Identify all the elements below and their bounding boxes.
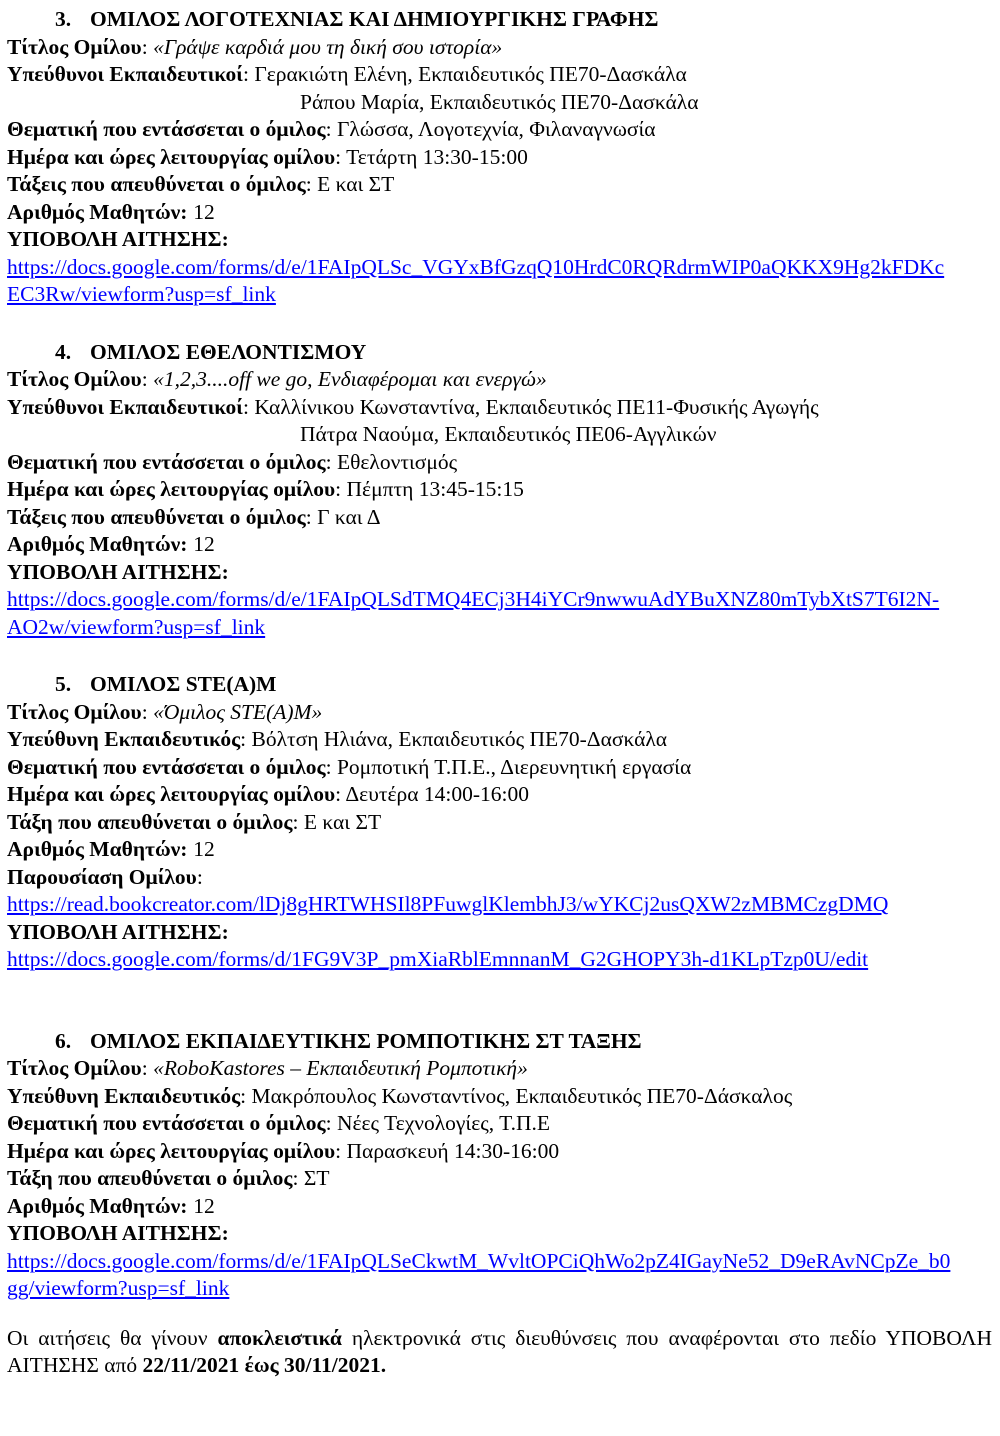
students-row — [7, 836, 992, 864]
section-heading — [7, 6, 992, 34]
section-number: 4. — [55, 339, 72, 364]
schedule-value: Παρασκευή 14:30-16:00 — [346, 1138, 560, 1163]
colon: : — [335, 1138, 347, 1163]
section-heading — [7, 1028, 992, 1056]
section-heading-text: ΟΜΙΛΟΣ ΛΟΓΟΤΕΧΝΙΑΣ ΚΑΙ ΔΗΜΙΟΥΡΓΙΚΗΣ ΓΡΑΦΗΣ — [90, 7, 659, 31]
field-label: Θεματική που εντάσσεται ο όμιλος — [7, 754, 326, 779]
club-title-value: «1,2,3....off we go, Ενδιαφέρομαι και ενεργώ» — [153, 367, 547, 391]
section-heading-text: ΟΜΙΛΟΣ STE(A)M — [90, 672, 277, 696]
colon: : — [242, 62, 255, 86]
club-title-row — [7, 699, 992, 727]
students-row — [7, 1193, 992, 1221]
theme-row — [7, 754, 992, 782]
teacher-1-value: Βόλτση Ηλιάνα, Εκπαιδευτικός ΠΕ70-Δασκάλα — [251, 727, 668, 751]
field-label: Υπεύθυνοι Εκπαιδευτικοί — [7, 62, 243, 86]
field-label: Υπεύθυνη Εκπαιδευτικός — [7, 1083, 241, 1108]
submission-link-row — [7, 586, 955, 641]
footer-note — [7, 1325, 992, 1380]
field-label: Ημέρα και ώρες λειτουργίας ομίλου — [7, 477, 336, 501]
section-heading-text: ΟΜΙΛΟΣ ΕΘΕΛΟΝΤΙΣΜΟΥ — [90, 339, 367, 364]
section-number: 5. — [55, 672, 72, 696]
section-heading — [7, 339, 992, 367]
colon: : — [335, 144, 347, 169]
colon: : — [141, 699, 154, 724]
theme-row — [7, 449, 992, 477]
submission-label: ΥΠΟΒΟΛΗ ΑΙΤΗΣΗΣ: — [7, 1221, 229, 1245]
field-label: Τίτλος Ομίλου — [7, 34, 142, 59]
field-label: Τίτλος Ομίλου — [7, 367, 142, 391]
presentation-link-row — [7, 891, 955, 919]
club-title-row — [7, 366, 992, 394]
submission-link-row — [7, 254, 955, 309]
field-label: Τίτλος Ομίλου — [7, 1056, 142, 1080]
grades-value: Ε και ΣΤ — [317, 172, 395, 196]
students-value: 12 — [193, 837, 215, 861]
club-section-literature-creative-writing — [7, 6, 992, 309]
teacher-1-value: Γερακιώτη Ελένη, Εκπαιδευτικός ΠΕ70-Δασκάλα — [254, 62, 687, 86]
field-label: Τίτλος Ομίλου — [7, 699, 142, 724]
colon: : — [141, 1056, 154, 1080]
colon: : — [141, 34, 154, 59]
submission-link-row — [7, 1248, 955, 1303]
colon: : — [325, 449, 337, 474]
field-label: Αριθμός Μαθητών: — [7, 532, 188, 556]
colon: : — [325, 754, 337, 779]
club-title-value: «RoboKastores – Εκπαιδευτική Ρομποτική» — [153, 1056, 528, 1080]
footer-text-middle: ηλεκτρονικά στις διευθύνσεις που αναφέρονται στο πεδίο ΥΠΟΒΟΛΗ ΑΙΤΗΣΗΣ από — [7, 1325, 992, 1377]
schedule-row — [7, 781, 992, 809]
schedule-value: Δευτέρα 14:00-16:00 — [345, 782, 529, 806]
teachers-row — [7, 1083, 992, 1111]
schedule-value: Πέμπτη 13:45-15:15 — [346, 477, 524, 501]
grades-value: Γ και Δ — [317, 504, 381, 529]
colon: : — [292, 809, 304, 834]
theme-value: Εθελοντισμός — [336, 449, 458, 474]
students-row — [7, 199, 992, 227]
submission-label-row — [7, 226, 992, 254]
submission-label-row — [7, 1220, 992, 1248]
club-title-row — [7, 1055, 992, 1083]
schedule-row — [7, 476, 992, 504]
club-title-row — [7, 34, 992, 62]
footer-bold-dates: 22/11/2021 έως 30/11/2021. — [142, 1353, 387, 1377]
club-title-value: «Γράψε καρδιά μου τη δική σου ιστορία» — [153, 34, 503, 59]
submission-form-link[interactable]: https://docs.google.com/forms/d/e/1FAIpQLSdTMQ4ECj3H4iYCr9nwwuAdYBuXNZ80mTybXtS7T6I2N-AO2w/viewform?usp=sf_link — [7, 587, 940, 639]
field-label: Θεματική που εντάσσεται ο όμιλος — [7, 117, 326, 141]
field-label: Αριθμός Μαθητών: — [7, 837, 188, 861]
field-label: Αριθμός Μαθητών: — [7, 199, 188, 224]
grades-row — [7, 809, 992, 837]
teachers-row-continued — [7, 89, 992, 117]
field-label: Τάξεις που απευθύνεται ο όμιλος — [7, 172, 306, 196]
teachers-row — [7, 726, 992, 754]
field-label: Ημέρα και ώρες λειτουργίας ομίλου — [7, 144, 336, 169]
grades-value: ΣΤ — [303, 1166, 330, 1190]
field-label: Θεματική που εντάσσεται ο όμιλος — [7, 449, 326, 474]
submission-label: ΥΠΟΒΟΛΗ ΑΙΤΗΣΗΣ: — [7, 919, 229, 944]
submission-form-link[interactable]: https://docs.google.com/forms/d/e/1FAIpQLSc_VGYxBfGzqQ10HrdC0RQRdrmWIP0aQKKX9Hg2kFDKcEC3Rw/viewform?usp=sf_link — [7, 254, 945, 306]
students-value: 12 — [193, 1193, 215, 1218]
schedule-row — [7, 1138, 992, 1166]
field-label: Ημέρα και ώρες λειτουργίας ομίλου — [7, 1138, 336, 1163]
submission-link-row — [7, 946, 955, 974]
submission-form-link[interactable]: https://docs.google.com/forms/d/1FG9V3P_pmXiaRblEmnnanM_G2GHOPY3h-d1KLpTzp0U/edit — [7, 947, 869, 971]
club-section-educational-robotics — [7, 1028, 992, 1303]
colon: : — [325, 1111, 337, 1135]
grades-row — [7, 1165, 992, 1193]
submission-label-row — [7, 559, 992, 587]
colon: : — [240, 1083, 252, 1108]
club-title-value: «Όμιλος STE(A)M» — [153, 699, 323, 724]
teacher-2-value: Ράπου Μαρία, Εκπαιδευτικός ΠΕ70-Δασκάλα — [300, 89, 699, 114]
submission-label-row — [7, 919, 992, 947]
teacher-1-value: Μακρόπουλος Κωνσταντίνος, Εκπαιδευτικός ΠΕ70-Δάσκαλος — [251, 1083, 793, 1108]
theme-value: Ρομποτική Τ.Π.Ε., Διερευνητική εργασία — [336, 754, 692, 779]
teachers-row-continued — [7, 421, 992, 449]
field-label: Υπεύθυνοι Εκπαιδευτικοί — [7, 394, 243, 419]
theme-row — [7, 116, 992, 144]
colon: : — [292, 1166, 304, 1190]
colon: : — [325, 117, 337, 141]
section-heading — [7, 671, 992, 699]
field-label: Ημέρα και ώρες λειτουργίας ομίλου — [7, 782, 336, 806]
colon: : — [141, 367, 154, 391]
grades-row — [7, 504, 992, 532]
field-label: Τάξεις που απευθύνεται ο όμιλος — [7, 504, 306, 529]
submission-label: ΥΠΟΒΟΛΗ ΑΙΤΗΣΗΣ: — [7, 559, 229, 584]
footer-text-before: Οι αιτήσεις θα γίνουν — [7, 1325, 218, 1350]
footer-bold-exclusively: αποκλειστικά — [217, 1325, 342, 1350]
section-number: 6. — [55, 1028, 72, 1053]
colon: : — [240, 727, 252, 751]
students-row — [7, 531, 992, 559]
presentation-label: Παρουσίαση Ομίλου — [7, 864, 197, 889]
colon: : — [196, 864, 203, 889]
colon: : — [305, 504, 318, 529]
colon: : — [305, 172, 318, 196]
students-value: 12 — [193, 532, 215, 556]
colon: : — [335, 477, 347, 501]
submission-form-link[interactable]: https://docs.google.com/forms/d/e/1FAIpQLSeCkwtM_WvltOPCiQhWo2pZ4IGayNe52_D9eRAvNCpZe_b0gg/viewform?usp=sf_link — [7, 1248, 951, 1300]
field-label: Θεματική που εντάσσεται ο όμιλος — [7, 1111, 326, 1135]
teachers-row — [7, 61, 992, 89]
presentation-link[interactable]: https://read.bookcreator.com/lDj8gHRTWHSIl8PFuwglKlembhJ3/wYKCj2usQXW2zMBMCzgDMQ — [7, 892, 889, 916]
section-number: 3. — [55, 7, 72, 31]
schedule-row — [7, 144, 992, 172]
presentation-label-row — [7, 864, 992, 892]
grades-value: Ε και ΣΤ — [303, 809, 382, 834]
students-value: 12 — [193, 199, 215, 224]
theme-row — [7, 1110, 992, 1138]
theme-value: Νέες Τεχνολογίες, Τ.Π.Ε — [336, 1111, 551, 1135]
schedule-value: Τετάρτη 13:30-15:00 — [346, 144, 528, 169]
field-label: Αριθμός Μαθητών: — [7, 1193, 188, 1218]
teachers-row — [7, 394, 992, 422]
club-section-volunteering — [7, 339, 992, 642]
field-label: Τάξη που απευθύνεται ο όμιλος — [7, 1166, 293, 1190]
field-label: Τάξη που απευθύνεται ο όμιλος — [7, 809, 293, 834]
teacher-1-value: Καλλίνικου Κωνσταντίνα, Εκπαιδευτικός ΠΕ11-Φυσικής Αγωγής — [254, 394, 819, 419]
club-section-steam — [7, 671, 992, 974]
grades-row — [7, 171, 992, 199]
theme-value: Γλώσσα, Λογοτεχνία, Φιλαναγνωσία — [336, 117, 656, 141]
field-label: Υπεύθυνη Εκπαιδευτικός — [7, 727, 241, 751]
colon: : — [335, 782, 346, 806]
section-heading-text: ΟΜΙΛΟΣ ΕΚΠΑΙΔΕΥΤΙΚΗΣ ΡΟΜΠΟΤΙΚΗΣ ΣΤ ΤΑΞΗΣ — [90, 1028, 642, 1053]
submission-label: ΥΠΟΒΟΛΗ ΑΙΤΗΣΗΣ: — [7, 227, 229, 251]
colon: : — [242, 394, 255, 419]
teacher-2-value: Πάτρα Ναούμα, Εκπαιδευτικός ΠΕ06-Αγγλικών — [300, 422, 717, 446]
